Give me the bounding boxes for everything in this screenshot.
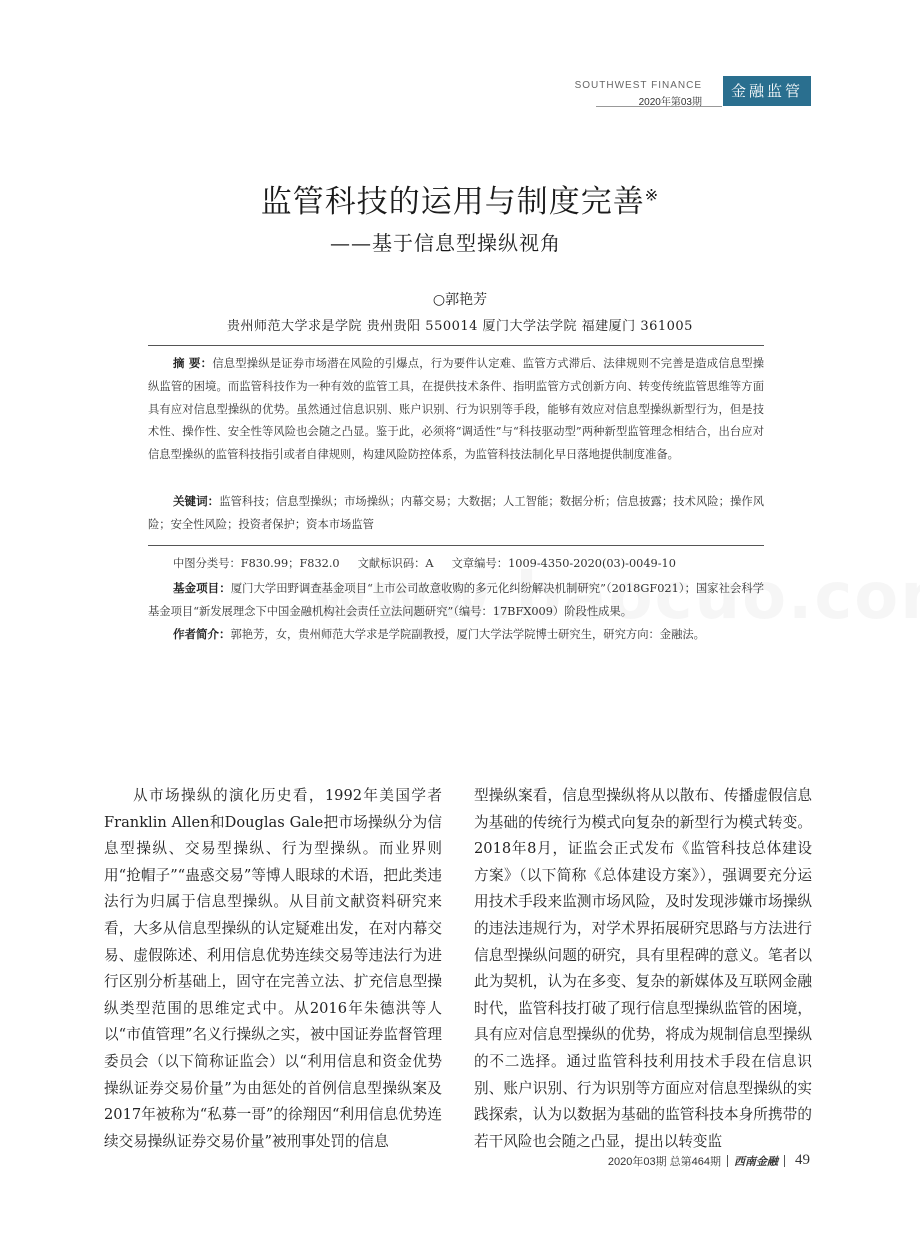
keywords-label: 关键词： [173, 494, 220, 508]
author-affiliation: 贵州师范大学求是学院 贵州贵阳 550014 厦门大学法学院 福建厦门 361005 [227, 319, 693, 334]
footer-issue: 2020年03期 总第464期 [607, 1155, 721, 1168]
body-column-left: 从市场操纵的演化历史看，1992年美国学者Franklin Allen和Douglas Gale把市场操纵分为信息型操纵、交易型操纵、行为型操纵。而业界则用“抢帽子”“蛊惑交易”等博人眼球的术语，把此类违法行为归属于信息型操纵。从目前文献资料研究来看，大多从信息型操纵的认定疑难出发，在对内幕交易、虚假陈述、利用信息优势连续交易等违法行为进行区别分析基础上，固守在完善立法、扩充信息型操纵类型范围的思维定式中。从2016年朱德洪等人以“市值管理”名义行操纵之实，被中国证券监督管理委员会（以下简称证监会）以“利用信息和资金优势操纵证券交易价量”为由惩处的首例信息型操纵案及2017年被称为“私募一哥”的徐翔因“利用信息优势连续交易操纵证券交易价量”被刑事处罚的信息 [104, 787, 442, 1150]
page-number: 49 [795, 1152, 810, 1168]
abstract-label: 摘 要： [173, 356, 213, 370]
footer-divider [784, 1155, 785, 1167]
title-footnote-mark: ※ [644, 185, 660, 205]
author-name: ○郭艳芳 [432, 292, 488, 308]
keywords-text: 监管科技；信息型操纵；市场操纵；内幕交易；大数据；人工智能；数据分析；信息披露；技术风险；操作风险；安全性风险；投资者保护；资本市场监管 [148, 495, 764, 531]
abstract-top-rule [148, 345, 764, 346]
header-rule [596, 106, 722, 107]
funding-text: 厦门大学田野调查基金项目“上市公司故意收购的多元化纠纷解决机制研究”（2018GF021）；国家社会科学基金项目“新发展理念下中国金融机构社会责任立法问题研究”（编号：17BFX009）阶段性成果。 [148, 582, 765, 618]
bio-label: 作者简介： [173, 627, 231, 641]
issue-label: 2020年第03期 [638, 97, 702, 108]
article-subtitle: ——基于信息型操纵视角 [330, 231, 561, 255]
article-title [0, 176, 920, 221]
body-column-right: 型操纵案看，信息型操纵将从以散布、传播虚假信息为基础的传统行为模式向复杂的新型行为模式转变。2018年8月，证监会正式发布《监管科技总体建设方案》（以下简称《总体建设方案》），强调要充分运用技术手段来监测市场风险，及时发现涉嫌市场操纵的违法违规行为，对学术界拓展研究思路与方法进行信息型操纵问题的研究，具有里程碑的意义。笔者以此为契机，认为在多变、复杂的新媒体及互联网金融时代，监管科技打破了现行信息型操纵监管的困境，具有应对信息型操纵的优势，将成为规制信息型操纵的不二选择。通过监管科技利用技术手段在信息识别、账户识别、行为识别等方面应对信息型操纵的实践探索，认为以数据为基础的监管科技本身所携带的若干风险也会随之凸显，提出以转变监 [474, 787, 812, 1150]
keywords [148, 490, 764, 537]
bio-text: 郭艳芳，女，贵州师范大学求是学院副教授，厦门大学法学院博士研究生，研究方向：金融法。 [230, 628, 705, 641]
footer-divider [727, 1155, 728, 1167]
journal-name-en: SOUTHWEST FINANCE [574, 80, 702, 91]
document-code: 文献标识码：A [357, 557, 434, 570]
article-number: 文章编号：1009-4350-2020(03)-0049-10 [451, 557, 676, 570]
abstract [148, 352, 764, 467]
abstract-bottom-rule [148, 545, 764, 546]
title-text: 监管科技的运用与制度完善 [260, 184, 645, 220]
funding-label: 基金项目： [173, 581, 231, 595]
footer-journal-logo: 西南金融 [734, 1154, 778, 1168]
clc-number: 中图分类号：F830.99；F832.0 [173, 557, 340, 570]
abstract-text: 信息型操纵是证券市场潜在风险的引爆点，行为要件认定难、监管方式滞后、法律规则不完善是造成信息型操纵监管的困境。而监管科技作为一种有效的监管工具，在提供技术条件、指明监管方式创新方向、转变传统监管思维等方面具有应对信息型操纵的优势。虽然通过信息识别、账户识别、行为识别等手段，能够有效应对信息型操纵新型行为，但是技术性、操作性、安全性等风险也会随之凸显。鉴于此，必须将“调适性”与“科技驱动型”两种新型监管理念相结合，出台应对信息型操纵的监管科技指引或者自律规则，构建风险防控体系，为监管科技法制化早日落地提供制度准备。 [148, 357, 764, 462]
watermark [310, 560, 920, 634]
section-badge: 金融监管 [723, 76, 811, 106]
page-footer [608, 1152, 810, 1169]
